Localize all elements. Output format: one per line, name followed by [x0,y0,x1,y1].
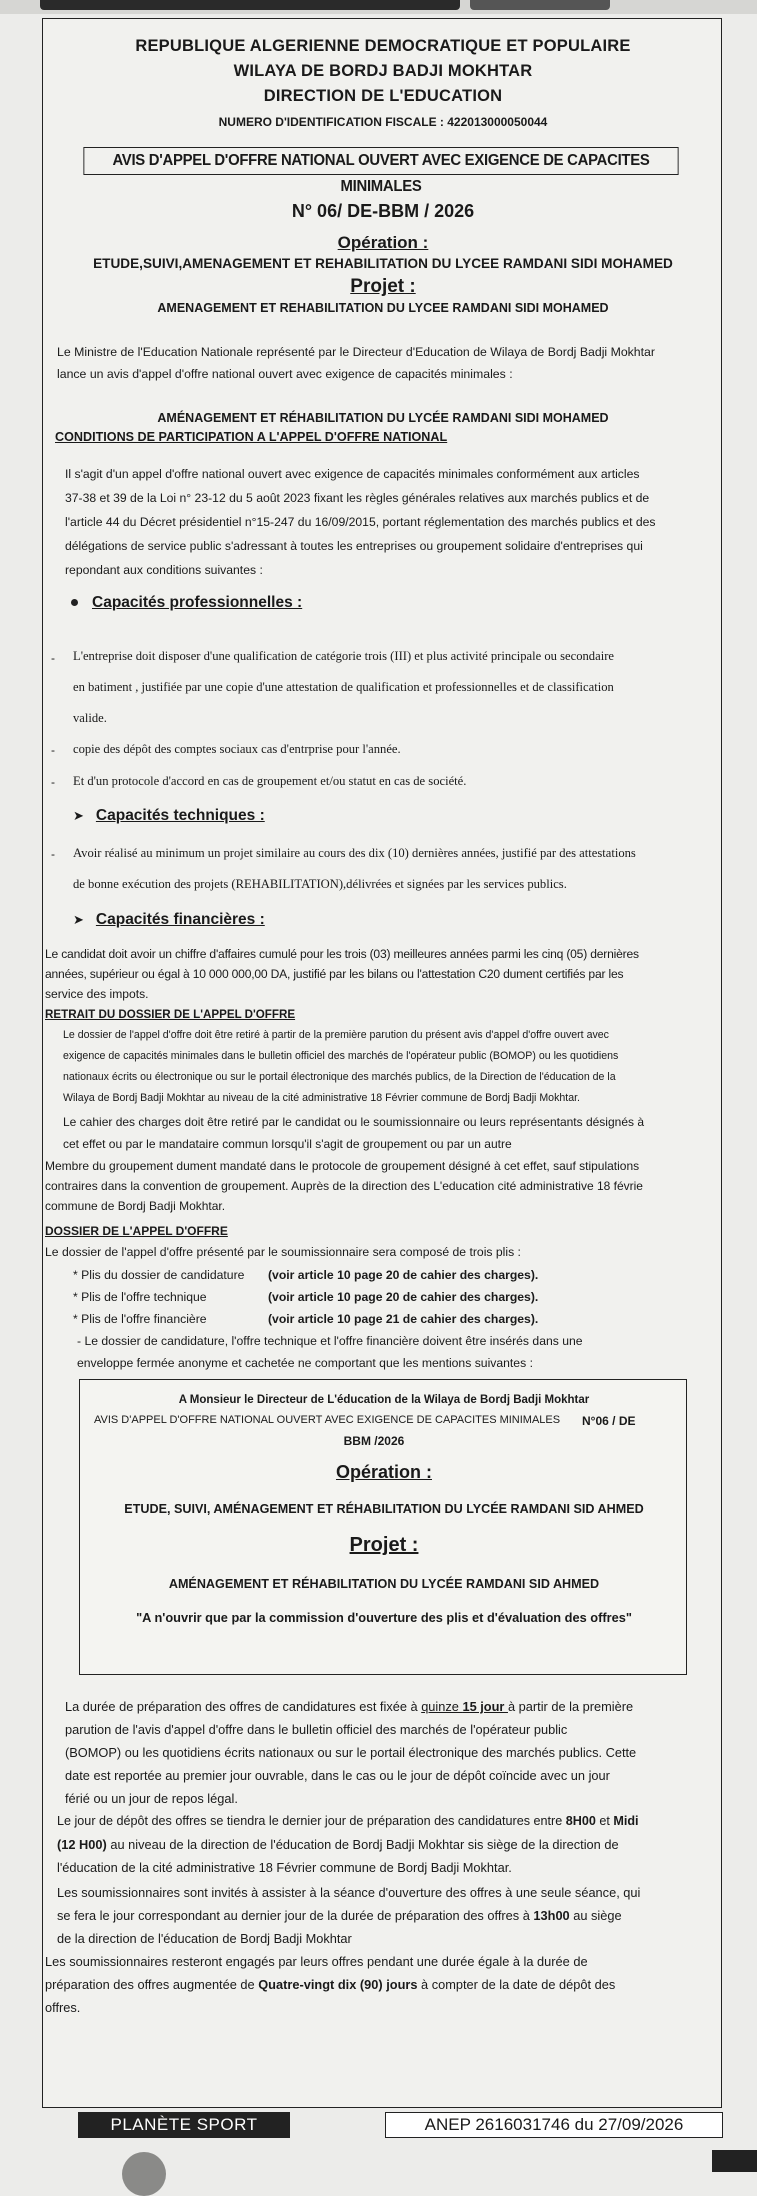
seance-text-a: se fera le jour correspondant au dernier jour de la durée de préparation des offres à [57,1908,534,1923]
retrait-l4: Wilaya de Bordj Badji Mokhtar au niveau de la cité administrative 18 Février commune de Bordj Badji Mokhtar. [63,1092,580,1104]
header-wilaya: WILAYA DE BORDJ BADJI MOKHTAR [233,62,533,80]
depot-line2 [57,1837,619,1852]
cap-pro-item1-line3: valide. [73,711,107,725]
duree-line5: férié ou un jour de repos légal. [65,1791,238,1806]
retrait-l6: cet effet ou par le mandataire commun lorsqu'il s'agit de groupement ou par un autre [63,1137,512,1151]
engages-90-jours: Quatre-vingt dix (90) jours [258,1977,418,1992]
masthead-logo [40,0,460,10]
header-republic: REPUBLIQUE ALGERIENNE DEMOCRATIQUE ET POPULAIRE [135,37,631,55]
announcement-frame [42,18,722,2108]
subject-title: AMÉNAGEMENT ET RÉHABILITATION DU LYCÉE RAMDANI SIDI MOHAMED [157,411,609,425]
depot-line1 [57,1814,639,1828]
retrait-l3: nationaux écrits ou électronique ou sur le portail électronique des marchés publics, de la Direction de l'éducation de la [63,1071,616,1083]
envelope-warning: "A n'ouvrir que par la commission d'ouverture des plis et d'évaluation des offres" [136,1610,632,1625]
depot-text-a: Le jour de dépôt des offres se tiendra le dernier jour de préparation des candidatures entre [57,1814,566,1828]
dossier-note-2: enveloppe fermée anonyme et cachetée ne comportant que les mentions suivantes : [77,1356,533,1370]
duree-quinze: quinze [421,1699,463,1714]
seance-line2 [57,1908,622,1923]
retrait-l1: Le dossier de l'appel d'offre doit être retiré à partir de la première parution du présent avis d'appel d'offre ouvert avec [63,1029,609,1041]
retrait-l2: exigence de capacités minimales dans le bulletin officiel des marchés de l'opérateur public (BOMOP) ou les quotidiens [63,1050,619,1062]
depot-et: et [595,1814,614,1828]
cap-fin-line1: Le candidat doit avoir un chiffre d'affaires cumulé pour les trois (03) meilleures années parmi les cinq (05) dernières [45,947,639,961]
envelope-proj-text: AMÉNAGEMENT ET RÉHABILITATION DU LYCÉE RAMDANI SID AHMED [168,1577,600,1591]
intro-line-1: Le Ministre de l'Education Nationale représenté par le Directeur d'Education de Wilaya de Bordj Badji Mokhtar [57,345,655,359]
retrait-l5: Le cahier des charges doit être retiré par le candidat ou le soumissionnaire ou leurs représentants désignés à [63,1115,645,1129]
retrait-l9: commune de Bordj Badji Mokhtar. [45,1199,226,1213]
conditions-line-1: Il s'agit d'un appel d'offre national ouvert avec exigence de capacités minimales conformément aux articles [65,467,640,481]
avis-number: N° 06/ DE-BBM / 2026 [291,201,475,221]
envelope-avis-num2: BBM /2026 [343,1434,405,1448]
duree-line4: date est reportée au premier jour ouvrable, dans le cas ou le jour de dépôt coïncide avec un jour [65,1768,610,1783]
operation-text: ETUDE,SUIVI,AMENAGEMENT ET REHABILITATION DU LYCEE RAMDANI SIDI MOHAMED [93,256,673,271]
envelope-box [79,1379,687,1675]
anep-reference: ANEP 2616031746 du 27/09/2026 [385,2112,723,2138]
duree-line2: parution de l'avis d'appel d'offre dans le bulletin officiel des marchés de l'opérateur public [65,1722,568,1737]
cap-tech-heading [73,807,265,825]
retrait-l8: contraires dans la convention de groupement. Auprès de la direction des L'education cité administrative 18 févrie [45,1179,643,1193]
engages-line2 [45,1977,615,1992]
envelope-op-label: Opération : [335,1462,432,1482]
cap-pro-title: Capacités professionnelles : [92,594,303,611]
duree-15-jour: 15 jour [462,1699,508,1714]
projet-text: AMENAGEMENT ET REHABILITATION DU LYCEE RAMDANI SIDI MOHAMED [157,301,609,315]
plis-technique-label: * Plis de l'offre technique [73,1290,207,1304]
envelope-avis-num1: N°06 / DE [582,1414,636,1428]
retrait-heading: RETRAIT DU DOSSIER DE L'APPEL D'OFFRE [45,1008,296,1021]
dossier-heading: DOSSIER DE L'APPEL D'OFFRE [45,1224,228,1238]
retrait-l7: Membre du groupement dument mandaté dans le protocole de groupement désigné à cet effet, sauf stipulations [45,1159,640,1173]
conditions-heading: CONDITIONS DE PARTICIPATION A L'APPEL D'OFFRE NATIONAL [55,430,448,444]
cap-pro-item3: Et d'un protocole d'accord en cas de groupement et/ou statut en cas de société. [73,774,467,788]
cap-pro-item2: copie des dépôt des comptes sociaux cas d'entrprise pour l'année. [73,742,401,756]
duree-line3: (BOMOP) ou les quotidiens écrits nationaux ou sur le portail électronique des marchés publics. Cette [65,1745,637,1760]
conditions-line-5: repondant aux conditions suivantes : [65,563,263,577]
newspaper-masthead [0,0,757,14]
dash-icon: - [51,847,55,861]
duree-text-d: à partir de la première [507,1699,634,1714]
cap-fin-line3: service des impots. [45,987,149,1001]
masthead-logo-secondary [470,0,610,10]
avis-title-box: AVIS D'APPEL D'OFFRE NATIONAL OUVERT AVEC EXIGENCE DE CAPACITES MINIMALES [83,147,678,175]
conditions-line-4: délégations de service public s'adressant à toutes les entreprises ou groupement solidaire d'entreprises qui [65,539,643,553]
envelope-avis-line: AVIS D'APPEL D'OFFRE NATIONAL OUVERT AVEC EXIGENCE DE CAPACITES MINIMALES [94,1414,561,1426]
depot-midi: Midi [613,1814,639,1828]
engages-line3: offres. [45,2000,81,2015]
plis-financiere-label: * Plis de l'offre financière [73,1312,207,1326]
depot-text-b: au niveau de la direction de l'éducation de Bordj Badji Mokhtar sis siège de la direction de [106,1837,619,1852]
plis-candidature-ref: (voir article 10 page 20 de cahier des charges). [268,1268,539,1282]
operation-label: Opération : [337,233,429,252]
dossier-note-1: - Le dossier de candidature, l'offre technique et l'offre financière doivent être insérés dans une [77,1334,583,1348]
plis-financiere-ref: (voir article 10 page 21 de cahier des charges). [268,1312,539,1326]
projet-label: Projet : [350,276,416,297]
cap-fin-line2: années, supérieur ou égal à 10 000 000,00 DA, justifié par les bilans ou l'attestation C20 dument certifiés par les [45,967,624,981]
envelope-recipient: A Monsieur le Directeur de L'éducation de la Wilaya de Bordj Badji Mokhtar [178,1394,590,1406]
envelope-proj-label: Projet : [349,1534,419,1556]
cap-fin-heading [73,911,265,929]
cap-pro-item1-line2: en batiment , justifiée par une copie d'une attestation de qualification et professionnelles et de classification [73,680,614,694]
arrow-right-icon: ➤ [73,912,84,927]
seance-text-c: au siège [569,1908,622,1923]
cap-pro-item1-line1: L'entreprise doit disposer d'une qualification de catégorie trois (III) et plus activité principale ou secondaire [73,649,614,663]
dossier-intro: Le dossier de l'appel d'offre présenté par le soumissionnaire sera composé de trois plis : [45,1245,521,1259]
dash-icon: - [51,743,55,757]
page-number-tab [712,2150,757,2172]
envelope-op-text: ETUDE, SUIVI, AMÉNAGEMENT ET RÉHABILITATION DU LYCÉE RAMDANI SID AHMED [124,1502,644,1516]
newspaper-logo-icon [122,2152,166,2196]
depot-line3: l'éducation de la cité administrative 18 Février commune de Bordj Badji Mokhtar. [57,1860,512,1875]
seance-13h00: 13h00 [533,1908,570,1923]
cap-tech-line2: de bonne exécution des projets (REHABILITATION),délivrées et signées par les services publics. [73,877,567,891]
dash-icon: - [51,775,55,789]
publication-name: PLANÈTE SPORT [78,2112,290,2138]
engages-line1: Les soumissionnaires resteront engagés par leurs offres pendant une durée égale à la durée de [45,1954,588,1969]
cap-fin-title: Capacités financières : [95,911,265,928]
duree-line1 [65,1699,633,1714]
cap-tech-title: Capacités techniques : [95,807,265,824]
plis-candidature-label: * Plis du dossier de candidature [73,1268,245,1282]
seance-line3: de la direction de l'éducation de Bordj Badji Mokhtar [57,1931,352,1946]
arrow-right-icon: ➤ [73,808,84,823]
bullet-icon [71,599,78,606]
depot-8h00: 8H00 [565,1814,596,1828]
duree-text-a: La durée de préparation des offres de candidatures est fixée à [65,1699,422,1714]
header-nif: NUMERO D'IDENTIFICATION FISCALE : 422013000050044 [218,115,548,129]
dash-icon: - [51,651,55,665]
plis-technique-ref: (voir article 10 page 20 de cahier des charges). [268,1290,539,1304]
engages-text-c: à compter de la date de dépôt des [417,1977,616,1992]
header-direction: DIRECTION DE L'EDUCATION [263,87,503,105]
cap-tech-line1: Avoir réalisé au minimum un projet similaire au cours des dix (10) dernières années, justifié par des attestations [73,846,636,860]
depot-12h00: (12 H00) [57,1837,107,1852]
engages-text-a: préparation des offres augmentée de [45,1977,259,1992]
cap-pro-heading [71,594,302,612]
intro-line-2: lance un avis d'appel d'offre national ouvert avec exigence de capacités minimales : [57,367,513,381]
seance-line1: Les soumissionnaires sont invités à assister à la séance d'ouverture des offres à une seule séance, qui [57,1885,641,1900]
conditions-line-2: 37-38 et 39 de la Loi n° 23-12 du 5 août 2023 fixant les règles générales relatives aux marchés publics et de [65,491,650,505]
conditions-line-3: l'article 44 du Décret présidentiel n°15-247 du 16/09/2015, portant réglementation des marchés publics et des [65,515,656,529]
